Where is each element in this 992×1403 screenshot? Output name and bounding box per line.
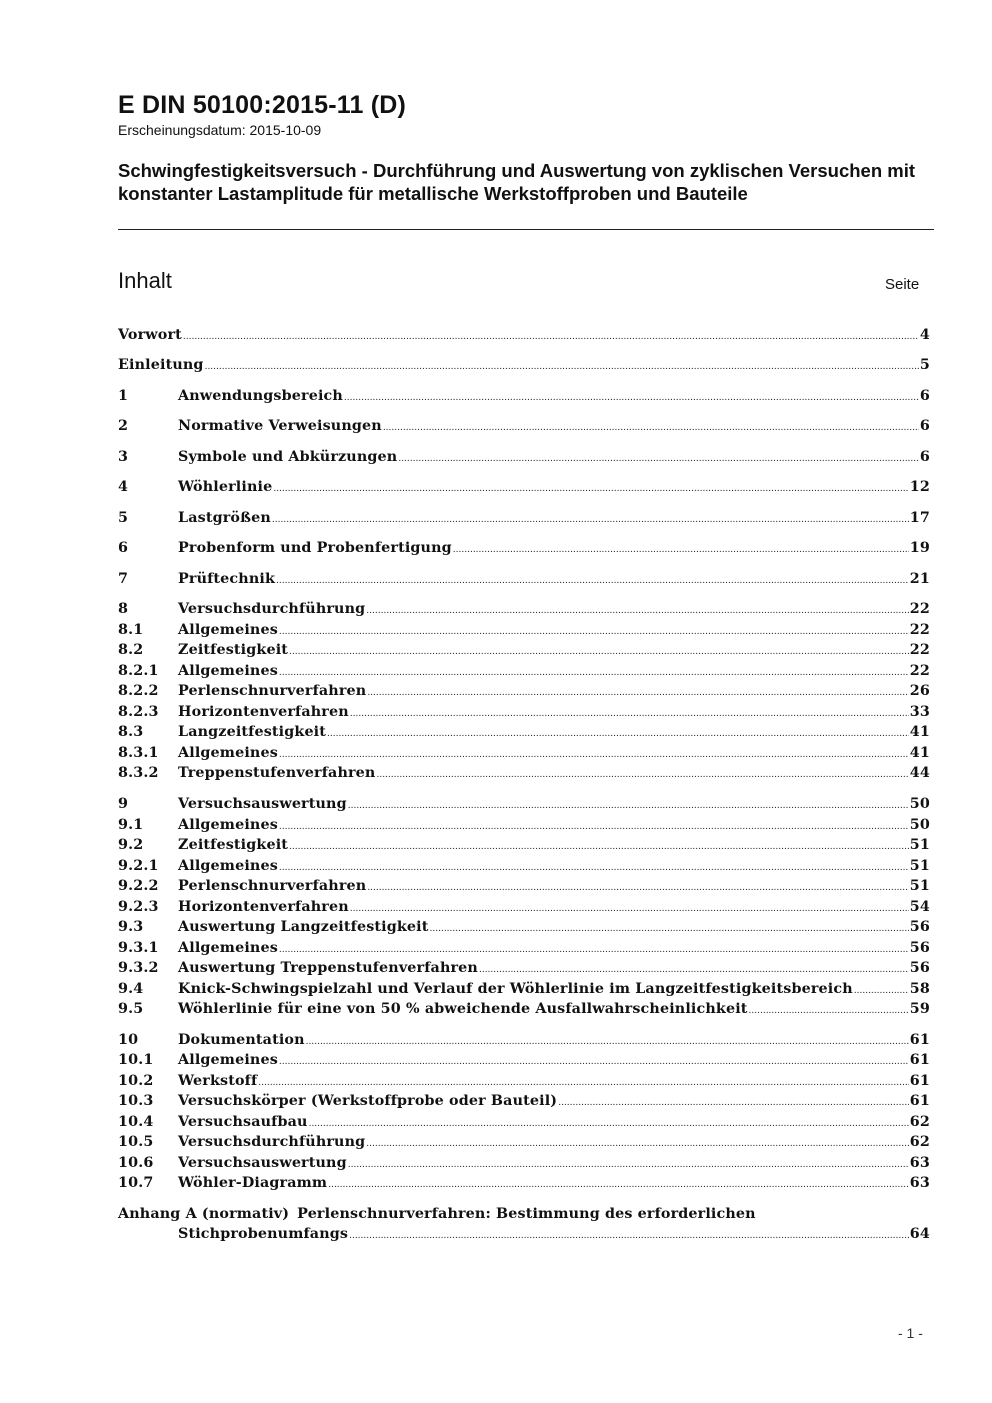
toc-entry-label: Versuchsauswertung: [178, 796, 347, 812]
toc-entry-label: Auswertung Treppenstufenverfahren: [178, 960, 478, 976]
dot-leader: [279, 938, 909, 960]
dot-leader: [349, 1224, 909, 1246]
toc-entry-page: 54: [909, 899, 930, 915]
toc-entry[interactable]: [118, 794, 930, 814]
toc-entry-label: Allgemeines: [178, 940, 278, 956]
toc-entry[interactable]: [118, 938, 930, 958]
dot-leader: [327, 722, 909, 744]
dot-leader: [289, 835, 909, 857]
toc-entry-label: Vorwort: [118, 327, 182, 343]
toc-entry-page: 58: [909, 981, 930, 997]
toc-page-label: Seite: [885, 276, 920, 293]
dot-leader: [328, 1173, 909, 1195]
toc-entry-label: Treppenstufenverfahren: [178, 765, 376, 781]
toc-entry-label: Anwendungsbereich: [178, 388, 343, 404]
toc-entry-label: Allgemeines: [178, 858, 278, 874]
dot-leader: [366, 1132, 909, 1154]
toc-heading: Inhalt: [118, 268, 172, 293]
toc-entry-label: Perlenschnurverfahren: [178, 683, 367, 699]
toc-entry-number: 9.2.1: [118, 858, 159, 874]
toc-entry-page: 61: [909, 1073, 930, 1089]
toc-entry-page: 4: [919, 327, 930, 343]
toc-entry-label: Versuchsauswertung: [178, 1155, 347, 1171]
dot-leader: [430, 917, 909, 939]
dot-leader: [279, 1050, 909, 1072]
toc-entry-page: 56: [909, 919, 930, 935]
dot-leader: [279, 620, 909, 642]
dot-leader: [183, 325, 919, 347]
toc-entry[interactable]: [118, 979, 930, 999]
toc-entry-page: 19: [909, 540, 930, 556]
toc-entry-page: 51: [909, 878, 930, 894]
toc-entry[interactable]: [118, 917, 930, 937]
toc-entry-label: Wöhlerlinie für eine von 50 % abweichende Ausfallwahrscheinlichkeit: [178, 1001, 748, 1017]
dot-leader: [279, 815, 909, 837]
toc-entry-label: Versuchsaufbau: [178, 1114, 308, 1130]
dot-leader: [348, 794, 909, 816]
toc-entry-page: 50: [909, 817, 930, 833]
toc-entry[interactable]: [118, 599, 930, 619]
toc-entry-page: 61: [909, 1093, 930, 1109]
toc-entry[interactable]: [118, 722, 930, 742]
toc-entry-page: 62: [909, 1134, 930, 1150]
toc-entry-label: Horizontenverfahren: [178, 899, 349, 915]
dot-leader: [350, 702, 909, 724]
toc-entry-label: Versuchskörper (Werkstoffprobe oder Bauteil): [178, 1093, 558, 1109]
toc-entry-page: 22: [909, 642, 930, 658]
toc-entry[interactable]: [118, 999, 930, 1019]
toc-entry-number: 8.2: [118, 642, 144, 658]
page-number: - 1 -: [898, 1325, 923, 1341]
toc-entry-page: 50: [909, 796, 930, 812]
toc-entry[interactable]: [118, 661, 930, 681]
toc-entry-label: Werkstoff: [178, 1073, 258, 1089]
toc-entry-label: Versuchsdurchführung: [178, 601, 366, 617]
toc-entry-label: Dokumentation: [178, 1032, 305, 1048]
toc-entry-number: 9.4: [118, 981, 144, 997]
toc-entry[interactable]: [118, 355, 930, 375]
toc-entry-page: 12: [909, 479, 930, 495]
toc-entry-number: 9.5: [118, 1001, 144, 1017]
toc-entry[interactable]: [118, 538, 930, 558]
toc-entry-number: 9.2.3: [118, 899, 159, 915]
dot-leader: [479, 958, 909, 980]
toc-entry-label: Wöhler-Diagramm: [178, 1175, 328, 1191]
toc-entry-number: 6: [118, 540, 129, 556]
toc-entry-page: 61: [909, 1032, 930, 1048]
toc-entry[interactable]: [118, 681, 930, 701]
toc-entry-label: Lastgrößen: [178, 510, 271, 526]
toc-entry-number: 10.1: [118, 1052, 154, 1068]
dot-leader: [558, 1091, 909, 1113]
toc-entry-page: 33: [909, 704, 930, 720]
toc-entry-number: 7: [118, 571, 129, 587]
toc-entry[interactable]: [118, 447, 930, 467]
toc-entry-page: 17: [909, 510, 930, 526]
toc-entry-label: Wöhlerlinie: [178, 479, 273, 495]
dot-leader: [279, 743, 909, 765]
dot-leader: [276, 569, 909, 591]
dot-leader: [344, 386, 919, 408]
toc-entry[interactable]: [118, 1173, 930, 1193]
toc-entry-label: Zeitfestigkeit: [178, 642, 289, 658]
toc-entry-label: Langzeitfestigkeit: [178, 724, 327, 740]
toc-entry-page: 62: [909, 1114, 930, 1130]
toc-entry-page: 41: [909, 745, 930, 761]
toc-entry-page: 6: [919, 449, 930, 465]
document-title: Schwingfestigkeitsversuch - Durchführung und Auswertung von zyklischen Versuchen mit konstanter Lastamplitude für metallische Werkstoffproben und Bauteile: [118, 160, 916, 204]
toc-entry-page: 51: [909, 858, 930, 874]
annex-title-line2: Stichprobenumfangs: [178, 1226, 349, 1242]
toc-entry-page: 51: [909, 837, 930, 853]
toc-entry-page: 5: [919, 357, 930, 373]
toc-entry-number: 9.3.1: [118, 940, 159, 956]
toc-annex-entry[interactable]: [118, 1204, 930, 1224]
toc-entry-number: 10.2: [118, 1073, 154, 1089]
toc-entry[interactable]: [118, 416, 930, 436]
toc-entry-label: Allgemeines: [178, 622, 278, 638]
toc-entry-label: Symbole und Abkürzungen: [178, 449, 398, 465]
toc-entry[interactable]: [118, 1112, 930, 1132]
toc-entry-number: 8.3: [118, 724, 144, 740]
toc-entry-label: Allgemeines: [178, 663, 278, 679]
toc-entry[interactable]: [118, 386, 930, 406]
toc-entry-number: 8.3.1: [118, 745, 159, 761]
toc-entry-number: 9.2: [118, 837, 144, 853]
toc-entry[interactable]: [118, 1132, 930, 1152]
dot-leader: [398, 447, 919, 469]
dot-leader: [306, 1030, 909, 1052]
toc-entry-number: 10.6: [118, 1155, 154, 1171]
toc-entry-label: Horizontenverfahren: [178, 704, 349, 720]
toc-entry[interactable]: [118, 702, 930, 722]
toc-entry-number: 8.2.1: [118, 663, 159, 679]
toc-entry-number: 8.1: [118, 622, 144, 638]
toc-entry-page: 26: [909, 683, 930, 699]
toc-entry-number: 9.3.2: [118, 960, 159, 976]
toc-entry-label: Probenform und Probenfertigung: [178, 540, 452, 556]
annex-title-line1: Perlenschnurverfahren: Bestimmung des erforderlichen: [297, 1206, 756, 1222]
toc-entry-page: 6: [919, 418, 930, 434]
toc-entry-number: 4: [118, 479, 129, 495]
toc-entry-label: Allgemeines: [178, 745, 278, 761]
toc-entry[interactable]: [118, 1050, 930, 1070]
dot-leader: [854, 979, 909, 1001]
toc-entry-page: 22: [909, 663, 930, 679]
toc-entry-page: 56: [909, 960, 930, 976]
toc-entry[interactable]: [118, 1030, 930, 1050]
toc-entry-number: 9.3: [118, 919, 144, 935]
toc-entry-number: 8.3.2: [118, 765, 159, 781]
dot-leader: [258, 1071, 909, 1093]
toc-entry-number: 8.2.3: [118, 704, 159, 720]
annex-prefix: Anhang A (normativ): [118, 1206, 290, 1222]
toc-entry-page: 61: [909, 1052, 930, 1068]
dot-leader: [366, 599, 909, 621]
toc-entry-page: 22: [909, 601, 930, 617]
toc-entry[interactable]: [118, 1153, 930, 1173]
toc-entry[interactable]: [118, 1091, 930, 1111]
dot-leader: [289, 640, 909, 662]
toc-entry-number: 10.4: [118, 1114, 154, 1130]
toc-entry[interactable]: [118, 620, 930, 640]
toc-entry-number: 10.5: [118, 1134, 154, 1150]
toc-entry-page: 22: [909, 622, 930, 638]
dot-leader: [272, 508, 909, 530]
toc-entry[interactable]: [118, 569, 930, 589]
toc-entry[interactable]: [118, 640, 930, 660]
dot-leader: [309, 1112, 909, 1134]
toc-entry[interactable]: [118, 856, 930, 876]
dot-leader: [453, 538, 909, 560]
dot-leader: [279, 661, 909, 683]
toc-entry-number: 10.3: [118, 1093, 154, 1109]
toc-entry-number: 10: [118, 1032, 139, 1048]
title-divider: [118, 229, 934, 230]
dot-leader: [367, 681, 908, 703]
toc-entry-number: 9.2.2: [118, 878, 159, 894]
toc-entry-label: Knick-Schwingspielzahl und Verlauf der Wöhlerlinie im Langzeitfestigkeitsbereich: [178, 981, 853, 997]
dot-leader: [350, 897, 909, 919]
toc-entry-label: Prüftechnik: [178, 571, 276, 587]
toc-entry-page: 56: [909, 940, 930, 956]
toc-annex-entry-continued[interactable]: [118, 1224, 930, 1244]
toc-entry-page: 6: [919, 388, 930, 404]
toc-entry[interactable]: [118, 1071, 930, 1091]
toc-entry-label: Versuchsdurchführung: [178, 1134, 366, 1150]
toc-entry-label: Normative Verweisungen: [178, 418, 382, 434]
toc-entry-label: Einleitung: [118, 357, 204, 373]
toc-entry[interactable]: [118, 743, 930, 763]
toc-entry-page: 63: [909, 1175, 930, 1191]
dot-leader: [367, 876, 908, 898]
toc-entry-label: Allgemeines: [178, 1052, 278, 1068]
dot-leader: [376, 763, 908, 785]
toc-entry[interactable]: [118, 835, 930, 855]
toc-entry[interactable]: [118, 508, 930, 528]
toc-entry-number: 1: [118, 388, 129, 404]
toc-entry-number: 3: [118, 449, 129, 465]
toc-entry-label: Auswertung Langzeitfestigkeit: [178, 919, 429, 935]
toc-entry[interactable]: [118, 325, 930, 345]
dot-leader: [749, 999, 909, 1021]
toc-entry[interactable]: [118, 897, 930, 917]
dot-leader: [279, 856, 909, 878]
toc-entry-number: 9: [118, 796, 129, 812]
dot-leader: [205, 355, 919, 377]
toc-entry[interactable]: [118, 763, 930, 783]
toc-entry-number: 2: [118, 418, 129, 434]
toc-entry-page: 21: [909, 571, 930, 587]
toc-entry-number: 5: [118, 510, 129, 526]
dot-leader: [273, 477, 908, 499]
annex-page: 64: [909, 1226, 930, 1242]
dot-leader: [348, 1153, 909, 1175]
toc-entry-label: Allgemeines: [178, 817, 278, 833]
toc-entry-label: Perlenschnurverfahren: [178, 878, 367, 894]
toc-entry[interactable]: [118, 815, 930, 835]
toc-entry[interactable]: [118, 876, 930, 896]
dot-leader: [383, 416, 919, 438]
toc-entry-number: 8.2.2: [118, 683, 159, 699]
toc-entry-number: 8: [118, 601, 129, 617]
document-id: E DIN 50100:2015-11 (D): [118, 91, 407, 119]
toc-entry[interactable]: [118, 958, 930, 978]
toc-entry-page: 59: [909, 1001, 930, 1017]
toc-entry-page: 63: [909, 1155, 930, 1171]
toc-entry-page: 41: [909, 724, 930, 740]
toc-entry[interactable]: [118, 477, 930, 497]
issue-date: Erscheinungsdatum: 2015-10-09: [118, 122, 322, 138]
toc-entry-number: 10.7: [118, 1175, 154, 1191]
toc-entry-number: 9.1: [118, 817, 144, 833]
toc-entry-label: Zeitfestigkeit: [178, 837, 289, 853]
toc-entry-page: 44: [909, 765, 930, 781]
